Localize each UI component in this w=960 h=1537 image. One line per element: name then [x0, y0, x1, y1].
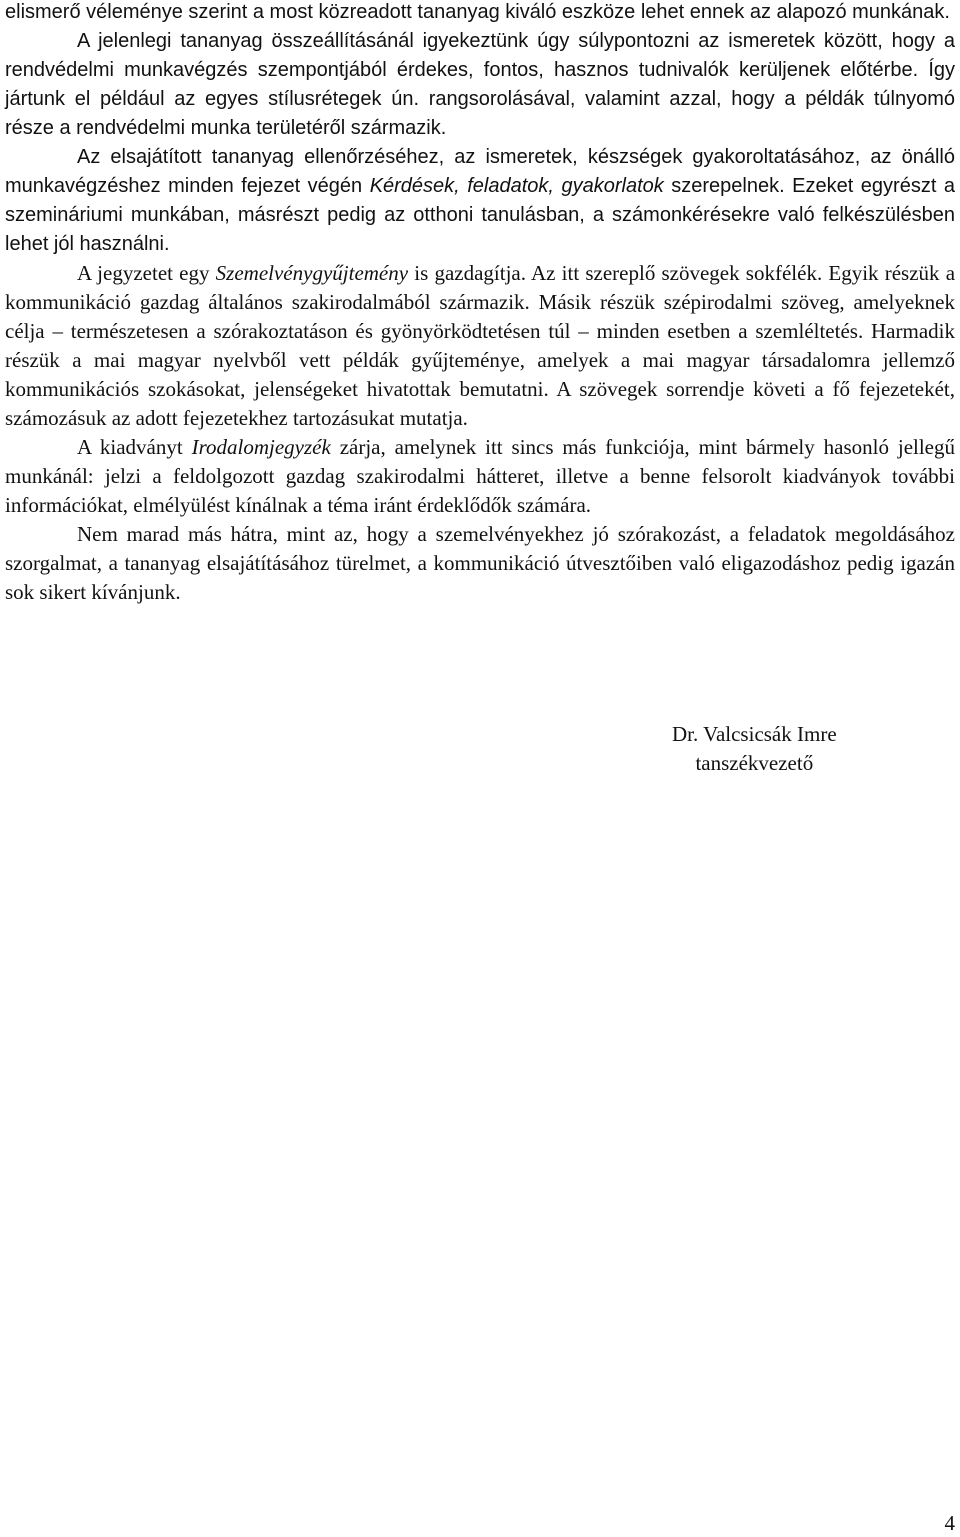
paragraph-bibliography [5, 433, 955, 520]
paragraph-closing [5, 520, 955, 607]
italic-term: Kérdések, feladatok, gyakorlatok [369, 175, 664, 197]
paragraph-anthology [5, 259, 955, 433]
paragraph-text: szerepelnek. Ezeket egyrészt a szemináriumi munkában, másrészt pedig az otthoni tanulásban, a számonkérésekre való felkészülésben lehet jól használni. [5, 175, 956, 255]
body-text [5, 0, 955, 607]
italic-term: Szemelvénygyűjtemény [215, 261, 409, 285]
page-number: 4 [944, 1511, 955, 1535]
paragraph-text: Az elsajátított tananyag ellenőrzéséhez, az ismeretek, készségek gyakoroltatásához, az önálló munkavégzéshez minden fejezet végén [5, 146, 955, 197]
signature-name: Dr. Valcsicsák Imre [672, 722, 837, 746]
paragraph-text: Nem marad más hátra, mint az, hogy a szemelvényekhez jó szórakozást, a feladatok megoldásához szorgalmat, a tananyag elsajátításához türelmet, a kommunikáció útvesztőiben való eligazodáshoz pedig igazán sok sikert kívánjunk. [5, 522, 955, 604]
paragraph-text: A jegyzetet egy [77, 261, 210, 285]
signature-title: tanszékvezető [695, 751, 814, 775]
paragraph-text: zárja, amelynek itt sincs más funkciója, mint bármely hasonló jellegű munkánál: jelzi a feldolgozott gazdag szakirodalmi hátteret, illetve a benne felsorolt kiadványok további információkat, elmélyülést kínálnak a téma iránt érdeklődők számára. [5, 435, 956, 517]
paragraph-exercises [5, 143, 955, 259]
paragraph-continued [5, 0, 955, 27]
paragraph-text: elismerő véleménye szerint a most közreadott tananyag kiváló eszköze lehet ennek az alapozó munkának. [5, 1, 950, 23]
paragraph-text: is gazdagítja. Az itt szereplő szövegek sokfélék. Egyik részük a kommunikáció gazdag általános szakirodalmából származik. Másik részük szépirodalmi szöveg, amelyeknek célja – természetesen a szórakoztatáson és gyönyörködtetésen túl – minden esetben a szemléltetés. Harmadik részük a mai magyar nyelvből vett példák gyűjteménye, amelyek a mai magyar társadalomra jellemző kommunikációs szokásokat, jelenségeket hivatottak bemutatni. A szövegek sorrendje követi a fő fejezetekét, számozásuk az adott fejezetekhez tartozásukat mutatja. [5, 261, 956, 430]
paragraph-text: A jelenlegi tananyag összeállításánál igyekeztünk úgy súlypontozni az ismeretek között, hogy a rendvédelmi munkavégzés szempontjából érdekes, fontos, hasznos tudnivalók kerüljenek előtérbe. Így jártunk el például az egyes stílusrétegek ún. rangsorolásával, valamint azzal, hogy a példák túlnyomó része a rendvédelmi munka területéről származik. [5, 30, 955, 139]
paragraph-text: A kiadványt [77, 435, 183, 459]
signature-block [672, 720, 837, 778]
paragraph-curriculum [5, 27, 955, 143]
italic-term: Irodalomjegyzék [191, 435, 331, 459]
